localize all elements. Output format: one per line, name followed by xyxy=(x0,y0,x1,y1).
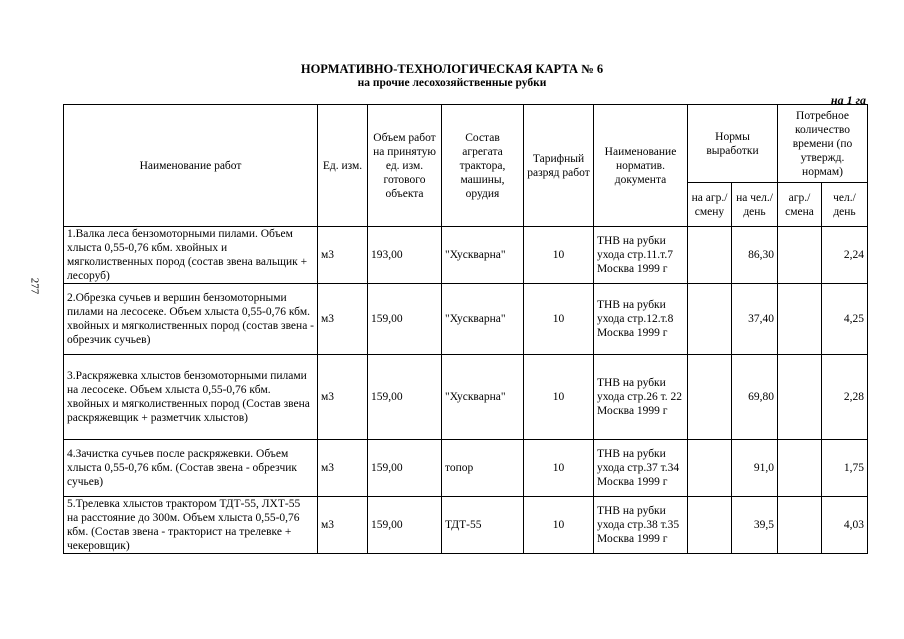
header-document: Наименование норматив. документа xyxy=(594,105,688,227)
table-row xyxy=(64,440,868,497)
volume-cell: 159,00 xyxy=(368,440,442,497)
time-agg-cell xyxy=(778,227,822,284)
document-cell: ТНВ на рубки ухода стр.12.т.8 Москва 1999 г xyxy=(594,284,688,355)
unit-cell: м3 xyxy=(318,355,368,440)
work-name: 2.Обрезка сучьев и вершин бензомоторными пилами на лесосеке. Объем хлыста 0,55-0,76 кбм. хвойных и мягколиственных пород (состав звена - обрезчик сучьев) xyxy=(64,284,318,355)
rank-cell: 10 xyxy=(524,440,594,497)
work-name: 1.Валка леса бензомоторными пилами. Объем хлыста 0,55-0,76 кбм. хвойных и мягколиственных пород (состав звена вальщик + лесоруб) xyxy=(64,227,318,284)
unit-cell: м3 xyxy=(318,227,368,284)
norm-man-cell: 86,30 xyxy=(732,227,778,284)
time-man-cell: 1,75 xyxy=(822,440,868,497)
header-norms-agg: на агр./ смену xyxy=(688,183,732,227)
norm-man-cell: 37,40 xyxy=(732,284,778,355)
volume-cell: 159,00 xyxy=(368,355,442,440)
document-cell: ТНВ на рубки ухода стр.38 т.35 Москва 1999 г xyxy=(594,497,688,554)
work-name: 3.Раскряжевка хлыстов бензомоторными пилами на лесосеке. Объем хлыста 0,55-0,76 кбм. хвойных и мягколиственных пород (Состав звена раскряжевщик + разметчик хлыстов) xyxy=(64,355,318,440)
document-cell: ТНВ на рубки ухода стр.11.т.7 Москва 1999 г xyxy=(594,227,688,284)
header-volume: Объем работ на принятую ед. изм. готового объекта xyxy=(368,105,442,227)
volume-cell: 159,00 xyxy=(368,284,442,355)
norm-agg-cell xyxy=(688,355,732,440)
norm-man-cell: 91,0 xyxy=(732,440,778,497)
header-unit: Ед. изм. xyxy=(318,105,368,227)
table-row xyxy=(64,227,868,284)
time-agg-cell xyxy=(778,440,822,497)
time-agg-cell xyxy=(778,284,822,355)
time-man-cell: 2,28 xyxy=(822,355,868,440)
aggregate-cell: ТДТ-55 xyxy=(442,497,524,554)
volume-cell: 193,00 xyxy=(368,227,442,284)
volume-cell: 159,00 xyxy=(368,497,442,554)
aggregate-cell: "Хускварна" xyxy=(442,227,524,284)
document-subtitle: на прочие лесохозяйственные рубки xyxy=(357,77,547,89)
unit-cell: м3 xyxy=(318,440,368,497)
table-row xyxy=(64,284,868,355)
rank-cell: 10 xyxy=(524,355,594,440)
aggregate-cell: "Хускварна" xyxy=(442,355,524,440)
norm-man-cell: 69,80 xyxy=(732,355,778,440)
aggregate-cell: топор xyxy=(442,440,524,497)
time-man-cell: 4,03 xyxy=(822,497,868,554)
table-row xyxy=(64,497,868,554)
rank-cell: 10 xyxy=(524,497,594,554)
time-man-cell: 2,24 xyxy=(822,227,868,284)
document-title: НОРМАТИВНО-ТЕХНОЛОГИЧЕСКАЯ КАРТА № 6 xyxy=(300,62,604,76)
document-cell: ТНВ на рубки ухода стр.37 т.34 Москва 1999 г xyxy=(594,440,688,497)
header-aggregate: Состав агрегата трактора, машины, орудия xyxy=(442,105,524,227)
norm-agg-cell xyxy=(688,227,732,284)
unit-cell: м3 xyxy=(318,284,368,355)
header-time-agg: агр./ смена xyxy=(778,183,822,227)
norm-agg-cell xyxy=(688,497,732,554)
unit-cell: м3 xyxy=(318,497,368,554)
work-name: 4.Зачистка сучьев после раскряжевки. Объем хлыста 0,55-0,76 кбм. (Состав звена - обрезчик сучьев) xyxy=(64,440,318,497)
aggregate-cell: "Хускварна" xyxy=(442,284,524,355)
rank-cell: 10 xyxy=(524,227,594,284)
table-row xyxy=(64,355,868,440)
document-cell: ТНВ на рубки ухода стр.26 т. 22 Москва 1999 г xyxy=(594,355,688,440)
time-agg-cell xyxy=(778,355,822,440)
work-name: 5.Трелевка хлыстов трактором ТДТ-55, ЛХТ-55 на расстояние до 300м. Объем хлыста 0,55-0,76 кбм. (Состав звена - тракторист на трелевке + чекеровщик) xyxy=(64,497,318,554)
norm-agg-cell xyxy=(688,440,732,497)
page-number: 277 xyxy=(28,277,41,295)
rank-cell: 10 xyxy=(524,284,594,355)
header-rank: Тарифный разряд работ xyxy=(524,105,594,227)
norm-agg-cell xyxy=(688,284,732,355)
header-time: Потребное количество времени (по утвержд. нормам) xyxy=(778,105,868,183)
norm-man-cell: 39,5 xyxy=(732,497,778,554)
header-norms: Нормы выработки xyxy=(688,105,778,183)
unit-note: на 1 га xyxy=(830,93,866,107)
time-agg-cell xyxy=(778,497,822,554)
norms-table xyxy=(63,104,868,554)
time-man-cell: 4,25 xyxy=(822,284,868,355)
header-name: Наименование работ xyxy=(64,105,318,227)
header-norms-man: на чел./ день xyxy=(732,183,778,227)
header-time-man: чел./ день xyxy=(822,183,868,227)
